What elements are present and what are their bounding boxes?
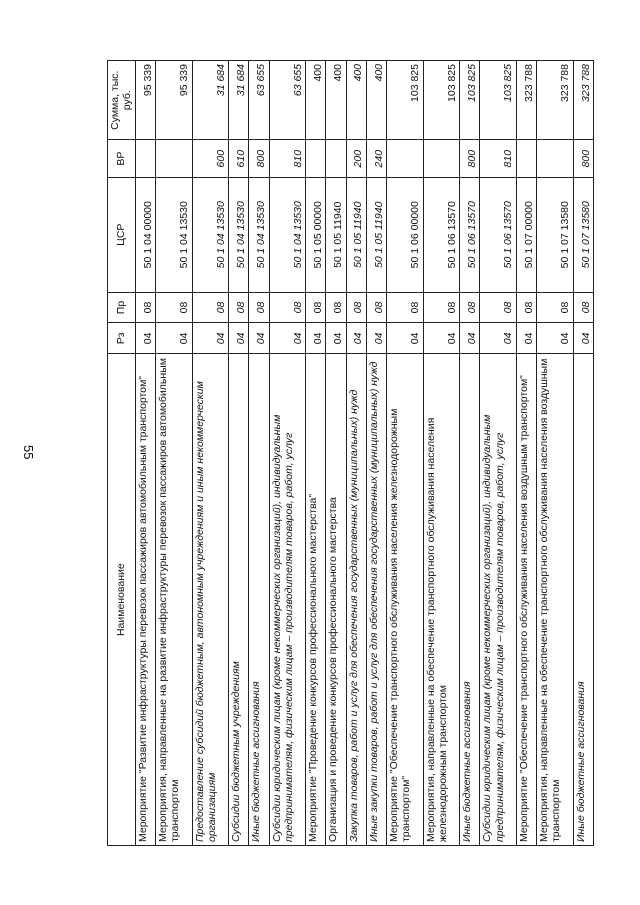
cell-rz: 04 (480, 323, 517, 354)
cell-vr: 800 (460, 140, 480, 177)
table-header-row (108, 61, 136, 846)
table-row (386, 61, 423, 846)
header-name: Наименование (108, 354, 136, 846)
cell-name: Иные закупки товаров, работ и услуг для обеспечения государственных (муниципальных) нужд (366, 354, 386, 846)
cell-csr: 50 1 06 13570 (423, 177, 460, 292)
cell-csr: 50 1 04 13530 (229, 177, 249, 292)
header-sum: Сумма, тыс. руб. (108, 61, 136, 140)
cell-rz: 04 (366, 323, 386, 354)
cell-name: Мероприятия, направленные на обеспечение транспортного обслуживания населения воздушным транспортом (537, 354, 574, 846)
cell-vr: 800 (249, 140, 269, 177)
cell-name: Субсидии юридическим лицам (кроме некоммерческих организаций), индивидуальным предпринимателям, физическим лицам – производителям товаров, работ, услуг (480, 354, 517, 846)
cell-vr (306, 140, 326, 177)
cell-rz: 04 (326, 323, 346, 354)
table-row (460, 61, 480, 846)
cell-pr: 08 (135, 292, 155, 323)
cell-rz: 04 (460, 323, 480, 354)
cell-name: Мероприятие "Обеспечение транспортного обслуживания населения железнодорожным транспортом" (386, 354, 423, 846)
cell-vr: 810 (480, 140, 517, 177)
cell-vr: 240 (366, 140, 386, 177)
cell-csr: 50 1 04 13530 (155, 177, 192, 292)
cell-csr: 50 1 04 13530 (269, 177, 306, 292)
cell-vr (386, 140, 423, 177)
cell-csr: 50 1 07 13580 (573, 177, 593, 292)
table-row (192, 61, 229, 846)
cell-sum: 63 655 (269, 61, 306, 140)
cell-name: Закупка товаров, работ и услуг для обеспечения государственных (муниципальных) нужд (346, 354, 366, 846)
cell-rz: 04 (135, 323, 155, 354)
cell-name: Иные бюджетные ассигнования (460, 354, 480, 846)
table-row (346, 61, 366, 846)
cell-csr: 50 1 05 11940 (326, 177, 346, 292)
cell-pr: 08 (573, 292, 593, 323)
cell-sum: 400 (306, 61, 326, 140)
cell-pr: 08 (229, 292, 249, 323)
header-rz: Рз (108, 323, 136, 354)
cell-vr (516, 140, 536, 177)
cell-rz: 04 (573, 323, 593, 354)
cell-rz: 04 (192, 323, 229, 354)
cell-sum: 400 (366, 61, 386, 140)
table-row (155, 61, 192, 846)
header-csr: ЦСР (108, 177, 136, 292)
table-row (516, 61, 536, 846)
cell-csr: 50 1 06 13570 (460, 177, 480, 292)
table-row (269, 61, 306, 846)
cell-sum: 103 825 (460, 61, 480, 140)
table-body (135, 61, 593, 846)
cell-sum: 31 684 (192, 61, 229, 140)
table-row (366, 61, 386, 846)
header-pr: Пр (108, 292, 136, 323)
cell-csr: 50 1 05 00000 (306, 177, 326, 292)
cell-pr: 08 (269, 292, 306, 323)
cell-vr (423, 140, 460, 177)
cell-rz: 04 (249, 323, 269, 354)
cell-sum: 31 684 (229, 61, 249, 140)
cell-sum: 103 825 (480, 61, 517, 140)
cell-vr (135, 140, 155, 177)
cell-name: Предоставление субсидий бюджетным, автономным учреждениям и иным некоммерческим организациям (192, 354, 229, 846)
cell-csr: 50 1 05 11940 (346, 177, 366, 292)
cell-name: Субсидии бюджетным учреждениям (229, 354, 249, 846)
cell-sum: 103 825 (423, 61, 460, 140)
cell-name: Мероприятие "Проведение конкурсов профессионального мастерства" (306, 354, 326, 846)
cell-name: Мероприятия, направленные на обеспечение транспортного обслуживания населения железнодорожным транспортом (423, 354, 460, 846)
cell-sum: 323 788 (516, 61, 536, 140)
cell-rz: 04 (229, 323, 249, 354)
cell-pr: 08 (326, 292, 346, 323)
cell-csr: 50 1 06 00000 (386, 177, 423, 292)
cell-rz: 04 (306, 323, 326, 354)
cell-rz: 04 (346, 323, 366, 354)
cell-rz: 04 (269, 323, 306, 354)
cell-sum: 323 788 (573, 61, 593, 140)
table-row (326, 61, 346, 846)
cell-vr (326, 140, 346, 177)
cell-sum: 323 788 (537, 61, 574, 140)
table-row (573, 61, 593, 846)
cell-csr: 50 1 07 00000 (516, 177, 536, 292)
cell-sum: 63 655 (249, 61, 269, 140)
cell-vr: 600 (192, 140, 229, 177)
cell-pr: 08 (386, 292, 423, 323)
table-row (135, 61, 155, 846)
cell-pr: 08 (192, 292, 229, 323)
cell-sum: 400 (346, 61, 366, 140)
cell-csr: 50 1 07 13580 (537, 177, 574, 292)
cell-pr: 08 (480, 292, 517, 323)
cell-vr (537, 140, 574, 177)
cell-rz: 04 (537, 323, 574, 354)
cell-pr: 08 (423, 292, 460, 323)
table-row (249, 61, 269, 846)
table-row (306, 61, 326, 846)
cell-name: Мероприятие "Развитие инфраструктуры перевозок пассажиров автомобильным транспортом" (135, 354, 155, 846)
cell-vr: 200 (346, 140, 366, 177)
cell-vr: 800 (573, 140, 593, 177)
cell-sum: 95 339 (155, 61, 192, 140)
cell-name: Мероприятия, направленные на развитие инфраструктуры перевозок пассажиров автомобильным транспортом (155, 354, 192, 846)
cell-pr: 08 (346, 292, 366, 323)
cell-pr: 08 (155, 292, 192, 323)
cell-name: Мероприятие "Обеспечение транспортного обслуживания населения воздушным транспортом" (516, 354, 536, 846)
page-number: 55 (21, 445, 36, 460)
cell-csr: 50 1 04 13530 (192, 177, 229, 292)
cell-rz: 04 (516, 323, 536, 354)
cell-rz: 04 (386, 323, 423, 354)
cell-rz: 04 (423, 323, 460, 354)
cell-csr: 50 1 04 13530 (249, 177, 269, 292)
cell-pr: 08 (537, 292, 574, 323)
table-row (423, 61, 460, 846)
header-vr: ВР (108, 140, 136, 177)
cell-pr: 08 (306, 292, 326, 323)
cell-csr: 50 1 05 11940 (366, 177, 386, 292)
cell-pr: 08 (460, 292, 480, 323)
cell-sum: 103 825 (386, 61, 423, 140)
budget-table (107, 60, 594, 846)
cell-rz: 04 (155, 323, 192, 354)
cell-name: Организация и проведение конкурсов профессионального мастерства (326, 354, 346, 846)
cell-vr (155, 140, 192, 177)
cell-name: Иные бюджетные ассигнования (573, 354, 593, 846)
cell-vr: 610 (229, 140, 249, 177)
cell-vr: 810 (269, 140, 306, 177)
table-row (537, 61, 574, 846)
cell-csr: 50 1 06 13570 (480, 177, 517, 292)
table-row (480, 61, 517, 846)
table-row (229, 61, 249, 846)
cell-pr: 08 (366, 292, 386, 323)
cell-sum: 95 339 (135, 61, 155, 140)
cell-csr: 50 1 04 00000 (135, 177, 155, 292)
cell-name: Субсидии юридическим лицам (кроме некоммерческих организаций), индивидуальным предпринимателям, физическим лицам – производителям товаров, работ, услуг (269, 354, 306, 846)
cell-pr: 08 (516, 292, 536, 323)
cell-sum: 400 (326, 61, 346, 140)
cell-name: Иные бюджетные ассигнования (249, 354, 269, 846)
cell-pr: 08 (249, 292, 269, 323)
